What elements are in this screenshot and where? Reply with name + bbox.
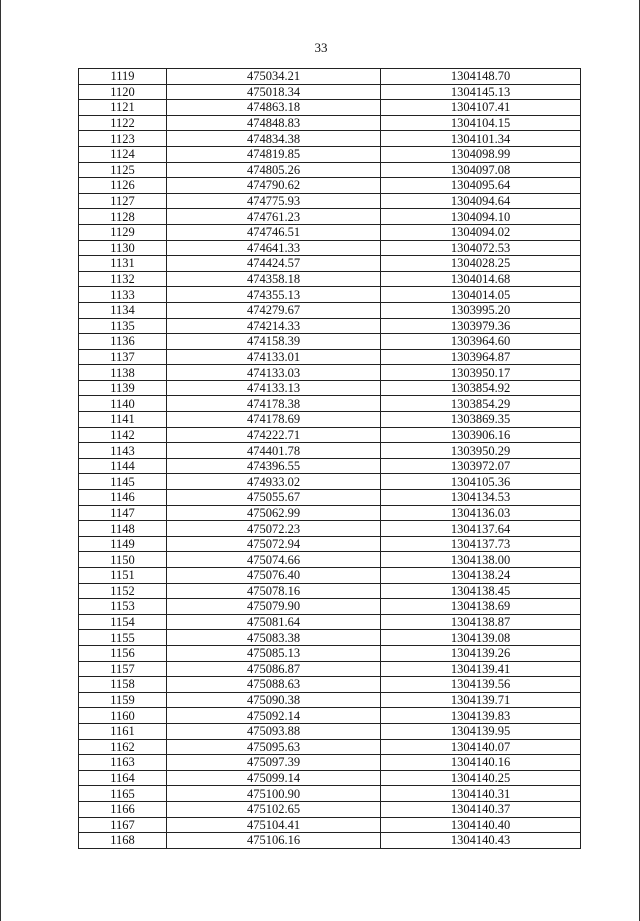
table-row (79, 100, 581, 116)
table-row (79, 645, 581, 661)
table-row (79, 146, 581, 162)
table-row (79, 817, 581, 833)
table-row (79, 178, 581, 194)
y-coordinate-cell: 1304104.15 (381, 115, 581, 131)
point-number-cell: 1130 (79, 240, 167, 256)
y-coordinate-cell: 1304140.31 (381, 786, 581, 802)
x-coordinate-cell: 475076.40 (167, 568, 381, 584)
point-number-cell: 1160 (79, 708, 167, 724)
x-coordinate-cell: 475095.63 (167, 739, 381, 755)
point-number-cell: 1126 (79, 178, 167, 194)
y-coordinate-cell: 1304137.73 (381, 536, 581, 552)
table-row (79, 115, 581, 131)
point-number-cell: 1159 (79, 692, 167, 708)
y-coordinate-cell: 1304140.07 (381, 739, 581, 755)
x-coordinate-cell: 475034.21 (167, 69, 381, 85)
table-row (79, 770, 581, 786)
y-coordinate-cell: 1304072.53 (381, 240, 581, 256)
y-coordinate-cell: 1304136.03 (381, 505, 581, 521)
y-coordinate-cell: 1304105.36 (381, 474, 581, 490)
table-row (79, 568, 581, 584)
point-number-cell: 1158 (79, 677, 167, 693)
point-number-cell: 1139 (79, 380, 167, 396)
table-row (79, 599, 581, 615)
table-row (79, 443, 581, 459)
y-coordinate-cell: 1304094.10 (381, 209, 581, 225)
point-number-cell: 1124 (79, 146, 167, 162)
x-coordinate-cell: 474178.38 (167, 396, 381, 412)
y-coordinate-cell: 1303964.87 (381, 349, 581, 365)
table-row (79, 69, 581, 85)
y-coordinate-cell: 1303854.92 (381, 380, 581, 396)
table-row (79, 380, 581, 396)
x-coordinate-cell: 475099.14 (167, 770, 381, 786)
y-coordinate-cell: 1304145.13 (381, 84, 581, 100)
table-row (79, 458, 581, 474)
y-coordinate-cell: 1304140.40 (381, 817, 581, 833)
x-coordinate-cell: 474805.26 (167, 162, 381, 178)
table-row (79, 240, 581, 256)
point-number-cell: 1145 (79, 474, 167, 490)
point-number-cell: 1142 (79, 427, 167, 443)
y-coordinate-cell: 1304138.45 (381, 583, 581, 599)
y-coordinate-cell: 1304140.37 (381, 801, 581, 817)
point-number-cell: 1162 (79, 739, 167, 755)
y-coordinate-cell: 1304098.99 (381, 146, 581, 162)
table-row (79, 365, 581, 381)
table-row (79, 677, 581, 693)
table-row (79, 271, 581, 287)
y-coordinate-cell: 1303972.07 (381, 458, 581, 474)
x-coordinate-cell: 475081.64 (167, 614, 381, 630)
point-number-cell: 1167 (79, 817, 167, 833)
table-row (79, 318, 581, 334)
table-row (79, 131, 581, 147)
point-number-cell: 1161 (79, 723, 167, 739)
x-coordinate-cell: 475079.90 (167, 599, 381, 615)
table-row (79, 490, 581, 506)
coordinates-table-body (79, 69, 581, 849)
x-coordinate-cell: 475093.88 (167, 723, 381, 739)
point-number-cell: 1143 (79, 443, 167, 459)
point-number-cell: 1123 (79, 131, 167, 147)
x-coordinate-cell: 474358.18 (167, 271, 381, 287)
point-number-cell: 1125 (79, 162, 167, 178)
x-coordinate-cell: 474746.51 (167, 224, 381, 240)
point-number-cell: 1128 (79, 209, 167, 225)
y-coordinate-cell: 1303950.17 (381, 365, 581, 381)
point-number-cell: 1141 (79, 412, 167, 428)
table-row (79, 427, 581, 443)
y-coordinate-cell: 1304139.41 (381, 661, 581, 677)
point-number-cell: 1136 (79, 334, 167, 350)
x-coordinate-cell: 475055.67 (167, 490, 381, 506)
x-coordinate-cell: 474133.01 (167, 349, 381, 365)
table-row (79, 396, 581, 412)
point-number-cell: 1154 (79, 614, 167, 630)
x-coordinate-cell: 475018.34 (167, 84, 381, 100)
x-coordinate-cell: 475102.65 (167, 801, 381, 817)
y-coordinate-cell: 1304094.64 (381, 193, 581, 209)
point-number-cell: 1157 (79, 661, 167, 677)
x-coordinate-cell: 474133.03 (167, 365, 381, 381)
x-coordinate-cell: 475085.13 (167, 645, 381, 661)
x-coordinate-cell: 474424.57 (167, 256, 381, 272)
point-number-cell: 1131 (79, 256, 167, 272)
x-coordinate-cell: 474158.39 (167, 334, 381, 350)
x-coordinate-cell: 474834.38 (167, 131, 381, 147)
point-number-cell: 1137 (79, 349, 167, 365)
x-coordinate-cell: 474178.69 (167, 412, 381, 428)
y-coordinate-cell: 1304140.43 (381, 833, 581, 849)
point-number-cell: 1165 (79, 786, 167, 802)
table-row (79, 723, 581, 739)
table-row (79, 692, 581, 708)
table-row (79, 630, 581, 646)
point-number-cell: 1129 (79, 224, 167, 240)
point-number-cell: 1151 (79, 568, 167, 584)
point-number-cell: 1127 (79, 193, 167, 209)
y-coordinate-cell: 1304095.64 (381, 178, 581, 194)
table-row (79, 287, 581, 303)
x-coordinate-cell: 475074.66 (167, 552, 381, 568)
table-row (79, 193, 581, 209)
coordinates-table (78, 68, 581, 849)
x-coordinate-cell: 475062.99 (167, 505, 381, 521)
point-number-cell: 1134 (79, 302, 167, 318)
point-number-cell: 1153 (79, 599, 167, 615)
x-coordinate-cell: 475092.14 (167, 708, 381, 724)
y-coordinate-cell: 1304138.69 (381, 599, 581, 615)
y-coordinate-cell: 1304140.25 (381, 770, 581, 786)
y-coordinate-cell: 1303979.36 (381, 318, 581, 334)
x-coordinate-cell: 474819.85 (167, 146, 381, 162)
table-row (79, 256, 581, 272)
x-coordinate-cell: 474214.33 (167, 318, 381, 334)
x-coordinate-cell: 475104.41 (167, 817, 381, 833)
table-row (79, 708, 581, 724)
x-coordinate-cell: 475088.63 (167, 677, 381, 693)
y-coordinate-cell: 1304014.05 (381, 287, 581, 303)
point-number-cell: 1156 (79, 645, 167, 661)
point-number-cell: 1155 (79, 630, 167, 646)
y-coordinate-cell: 1303964.60 (381, 334, 581, 350)
page-number: 33 (314, 40, 328, 55)
table-row (79, 302, 581, 318)
y-coordinate-cell: 1303869.35 (381, 412, 581, 428)
point-number-cell: 1163 (79, 755, 167, 771)
y-coordinate-cell: 1304139.71 (381, 692, 581, 708)
y-coordinate-cell: 1304014.68 (381, 271, 581, 287)
x-coordinate-cell: 474222.71 (167, 427, 381, 443)
table-row (79, 552, 581, 568)
point-number-cell: 1122 (79, 115, 167, 131)
x-coordinate-cell: 474355.13 (167, 287, 381, 303)
x-coordinate-cell: 474761.23 (167, 209, 381, 225)
table-row (79, 505, 581, 521)
x-coordinate-cell: 474848.83 (167, 115, 381, 131)
point-number-cell: 1148 (79, 521, 167, 537)
y-coordinate-cell: 1304139.95 (381, 723, 581, 739)
table-row (79, 349, 581, 365)
y-coordinate-cell: 1304139.26 (381, 645, 581, 661)
point-number-cell: 1147 (79, 505, 167, 521)
x-coordinate-cell: 475106.16 (167, 833, 381, 849)
point-number-cell: 1121 (79, 100, 167, 116)
y-coordinate-cell: 1303995.20 (381, 302, 581, 318)
y-coordinate-cell: 1304138.87 (381, 614, 581, 630)
point-number-cell: 1138 (79, 365, 167, 381)
table-row (79, 224, 581, 240)
x-coordinate-cell: 474775.93 (167, 193, 381, 209)
x-coordinate-cell: 474641.33 (167, 240, 381, 256)
table-row (79, 661, 581, 677)
point-number-cell: 1152 (79, 583, 167, 599)
table-row (79, 833, 581, 849)
table-row (79, 614, 581, 630)
x-coordinate-cell: 474279.67 (167, 302, 381, 318)
y-coordinate-cell: 1303854.29 (381, 396, 581, 412)
y-coordinate-cell: 1304139.08 (381, 630, 581, 646)
y-coordinate-cell: 1304028.25 (381, 256, 581, 272)
x-coordinate-cell: 474396.55 (167, 458, 381, 474)
x-coordinate-cell: 474933.02 (167, 474, 381, 490)
point-number-cell: 1140 (79, 396, 167, 412)
x-coordinate-cell: 474863.18 (167, 100, 381, 116)
x-coordinate-cell: 475086.87 (167, 661, 381, 677)
point-number-cell: 1133 (79, 287, 167, 303)
point-number-cell: 1146 (79, 490, 167, 506)
table-row (79, 739, 581, 755)
point-number-cell: 1119 (79, 69, 167, 85)
table-row (79, 536, 581, 552)
table-row (79, 84, 581, 100)
point-number-cell: 1132 (79, 271, 167, 287)
x-coordinate-cell: 475072.94 (167, 536, 381, 552)
point-number-cell: 1149 (79, 536, 167, 552)
table-row (79, 801, 581, 817)
y-coordinate-cell: 1304138.24 (381, 568, 581, 584)
y-coordinate-cell: 1304140.16 (381, 755, 581, 771)
point-number-cell: 1120 (79, 84, 167, 100)
table-row (79, 474, 581, 490)
table-row (79, 162, 581, 178)
y-coordinate-cell: 1304139.56 (381, 677, 581, 693)
point-number-cell: 1164 (79, 770, 167, 786)
x-coordinate-cell: 475083.38 (167, 630, 381, 646)
table-row (79, 521, 581, 537)
table-row (79, 786, 581, 802)
y-coordinate-cell: 1303906.16 (381, 427, 581, 443)
x-coordinate-cell: 474401.78 (167, 443, 381, 459)
y-coordinate-cell: 1304134.53 (381, 490, 581, 506)
y-coordinate-cell: 1304094.02 (381, 224, 581, 240)
point-number-cell: 1135 (79, 318, 167, 334)
x-coordinate-cell: 475097.39 (167, 755, 381, 771)
table-row (79, 334, 581, 350)
x-coordinate-cell: 475100.90 (167, 786, 381, 802)
x-coordinate-cell: 475072.23 (167, 521, 381, 537)
table-row (79, 583, 581, 599)
point-number-cell: 1150 (79, 552, 167, 568)
y-coordinate-cell: 1303950.29 (381, 443, 581, 459)
point-number-cell: 1166 (79, 801, 167, 817)
point-number-cell: 1168 (79, 833, 167, 849)
table-row (79, 412, 581, 428)
table-row (79, 209, 581, 225)
x-coordinate-cell: 475090.38 (167, 692, 381, 708)
y-coordinate-cell: 1304137.64 (381, 521, 581, 537)
x-coordinate-cell: 475078.16 (167, 583, 381, 599)
y-coordinate-cell: 1304148.70 (381, 69, 581, 85)
x-coordinate-cell: 474133.13 (167, 380, 381, 396)
y-coordinate-cell: 1304138.00 (381, 552, 581, 568)
point-number-cell: 1144 (79, 458, 167, 474)
y-coordinate-cell: 1304097.08 (381, 162, 581, 178)
table-row (79, 755, 581, 771)
y-coordinate-cell: 1304101.34 (381, 131, 581, 147)
x-coordinate-cell: 474790.62 (167, 178, 381, 194)
y-coordinate-cell: 1304139.83 (381, 708, 581, 724)
y-coordinate-cell: 1304107.41 (381, 100, 581, 116)
